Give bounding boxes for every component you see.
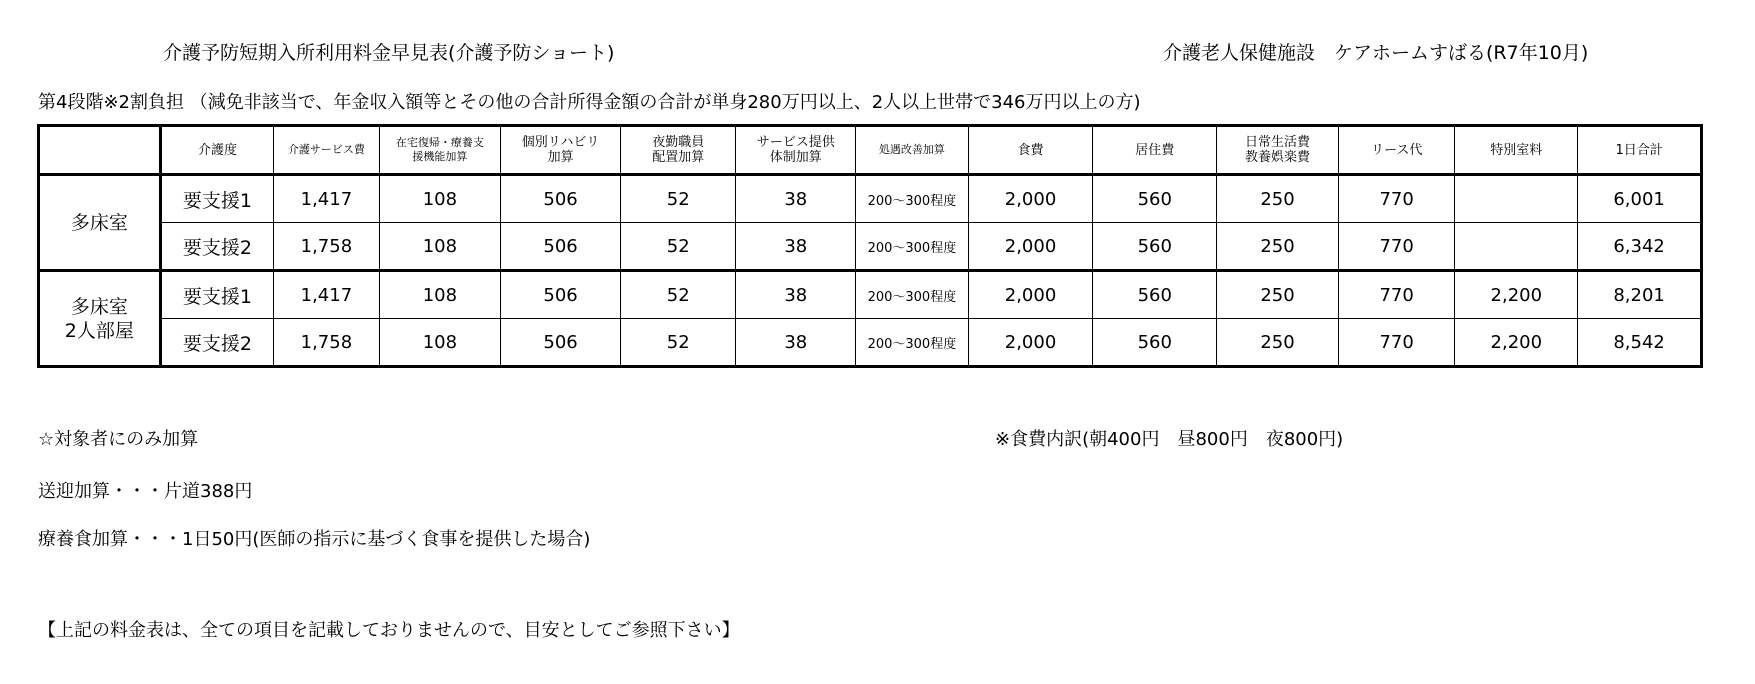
- note-therapeutic-meal: 療養食加算・・・1日50円(医師の指示に基づく食事を提供した場合): [38, 529, 591, 550]
- lease-cell: 770: [1338, 223, 1455, 271]
- service-fee-cell: 1,758: [274, 319, 379, 367]
- home-return-cell: 108: [379, 223, 501, 271]
- daily-expenses-cell: 250: [1217, 175, 1339, 223]
- residence-cell: 560: [1093, 271, 1217, 319]
- header-daily-expenses: [1217, 126, 1339, 175]
- header-daily-line1: 日常生活費: [1245, 135, 1311, 150]
- rehab-cell: 506: [501, 175, 621, 223]
- meal-cell: 2,000: [968, 319, 1093, 367]
- lease-cell: 770: [1338, 175, 1455, 223]
- service-fee-cell: 1,758: [274, 223, 379, 271]
- daily-total-cell: 8,201: [1578, 271, 1702, 319]
- residence-cell: 560: [1093, 319, 1217, 367]
- room-type-line2: 2人部屋: [64, 319, 134, 342]
- note-target-only: ☆対象者にのみ加算: [38, 429, 199, 450]
- home-return-cell: 108: [379, 271, 501, 319]
- header-treatment: 処遇改善加算: [856, 126, 969, 175]
- room-type-line1: 多床室: [70, 295, 128, 318]
- header-lease: リース代: [1338, 126, 1455, 175]
- table-header-row: [39, 126, 1702, 175]
- header-daily-line2: 教養娯楽費: [1245, 150, 1311, 165]
- treatment-cell: 200～300程度: [856, 271, 969, 319]
- home-return-cell: 108: [379, 319, 501, 367]
- header-night-staff: [620, 126, 736, 175]
- treatment-cell: 200～300程度: [856, 175, 969, 223]
- table-row: [39, 271, 1702, 319]
- care-level-cell: 要支援1: [160, 271, 274, 319]
- header-service-system-line2: 体制加算: [769, 150, 822, 165]
- daily-expenses-cell: 250: [1217, 223, 1339, 271]
- page-subtitle: 第4段階※2割負担 （減免非該当で、年金収入額等とその他の合計所得金額の合計が単身280万円以上、2人以上世帯で346万円以上の方): [38, 92, 1141, 113]
- table-row: [39, 223, 1702, 271]
- service-system-cell: 38: [736, 319, 856, 367]
- header-home-return-line1: 在宅復帰・療養支: [395, 136, 484, 149]
- service-system-cell: 38: [736, 175, 856, 223]
- page-title: 介護予防短期入所利用料金早見表(介護予防ショート): [163, 42, 615, 64]
- note-meal-breakdown: ※食費内訳(朝400円 昼800円 夜800円): [995, 429, 1344, 450]
- header-night-staff-line2: 配置加算: [652, 150, 705, 165]
- header-residence: 居住費: [1093, 126, 1217, 175]
- daily-total-cell: 8,542: [1578, 319, 1702, 367]
- rehab-cell: 506: [501, 223, 621, 271]
- table-row: [39, 319, 1702, 367]
- rehab-cell: 506: [501, 319, 621, 367]
- night-staff-cell: 52: [620, 175, 736, 223]
- rehab-cell: 506: [501, 271, 621, 319]
- header-service-system: [736, 126, 856, 175]
- note-disclaimer: 【上記の料金表は、全ての項目を記載しておりませんので、目安としてご参照下さい】: [38, 620, 740, 641]
- daily-total-cell: 6,342: [1578, 223, 1702, 271]
- facility-name: 介護老人保健施設 ケアホームすばる(R7年10月): [1163, 42, 1589, 64]
- daily-total-cell: 6,001: [1578, 175, 1702, 223]
- residence-cell: 560: [1093, 223, 1217, 271]
- service-system-cell: 38: [736, 271, 856, 319]
- header-meal: 食費: [968, 126, 1093, 175]
- header-service-fee: 介護サービス費: [274, 126, 379, 175]
- room-type-cell: [39, 175, 161, 271]
- daily-expenses-cell: 250: [1217, 319, 1339, 367]
- lease-cell: 770: [1338, 271, 1455, 319]
- header-room: [39, 126, 161, 175]
- service-fee-cell: 1,417: [274, 271, 379, 319]
- note-transport-fee: 送迎加算・・・片道388円: [38, 481, 253, 502]
- meal-cell: 2,000: [968, 271, 1093, 319]
- care-level-cell: 要支援1: [160, 175, 274, 223]
- service-fee-cell: 1,417: [274, 175, 379, 223]
- meal-cell: 2,000: [968, 175, 1093, 223]
- fee-table: [37, 124, 1703, 368]
- room-type-line1: 多床室: [70, 211, 128, 234]
- treatment-cell: 200～300程度: [856, 223, 969, 271]
- header-home-return-line2: 援機能加算: [412, 150, 468, 163]
- table-row: [39, 175, 1702, 223]
- header-rehab-line2: 加算: [547, 150, 574, 165]
- service-system-cell: 38: [736, 223, 856, 271]
- header-rehab: [501, 126, 621, 175]
- header-home-return: [379, 126, 501, 175]
- meal-cell: 2,000: [968, 223, 1093, 271]
- care-level-cell: 要支援2: [160, 319, 274, 367]
- lease-cell: 770: [1338, 319, 1455, 367]
- special-room-cell: [1455, 175, 1578, 223]
- header-service-system-line1: サービス提供: [756, 135, 835, 150]
- header-care-level: 介護度: [160, 126, 274, 175]
- header-special-room: 特別室料: [1455, 126, 1578, 175]
- header-rehab-line1: 個別リハビリ: [521, 135, 600, 150]
- header-night-staff-line1: 夜勤職員: [652, 135, 705, 150]
- special-room-cell: 2,200: [1455, 271, 1578, 319]
- night-staff-cell: 52: [620, 319, 736, 367]
- home-return-cell: 108: [379, 175, 501, 223]
- treatment-cell: 200～300程度: [856, 319, 969, 367]
- special-room-cell: [1455, 223, 1578, 271]
- residence-cell: 560: [1093, 175, 1217, 223]
- header-daily-total: 1日合計: [1578, 126, 1702, 175]
- care-level-cell: 要支援2: [160, 223, 274, 271]
- room-type-cell: [39, 271, 161, 367]
- daily-expenses-cell: 250: [1217, 271, 1339, 319]
- special-room-cell: 2,200: [1455, 319, 1578, 367]
- night-staff-cell: 52: [620, 271, 736, 319]
- night-staff-cell: 52: [620, 223, 736, 271]
